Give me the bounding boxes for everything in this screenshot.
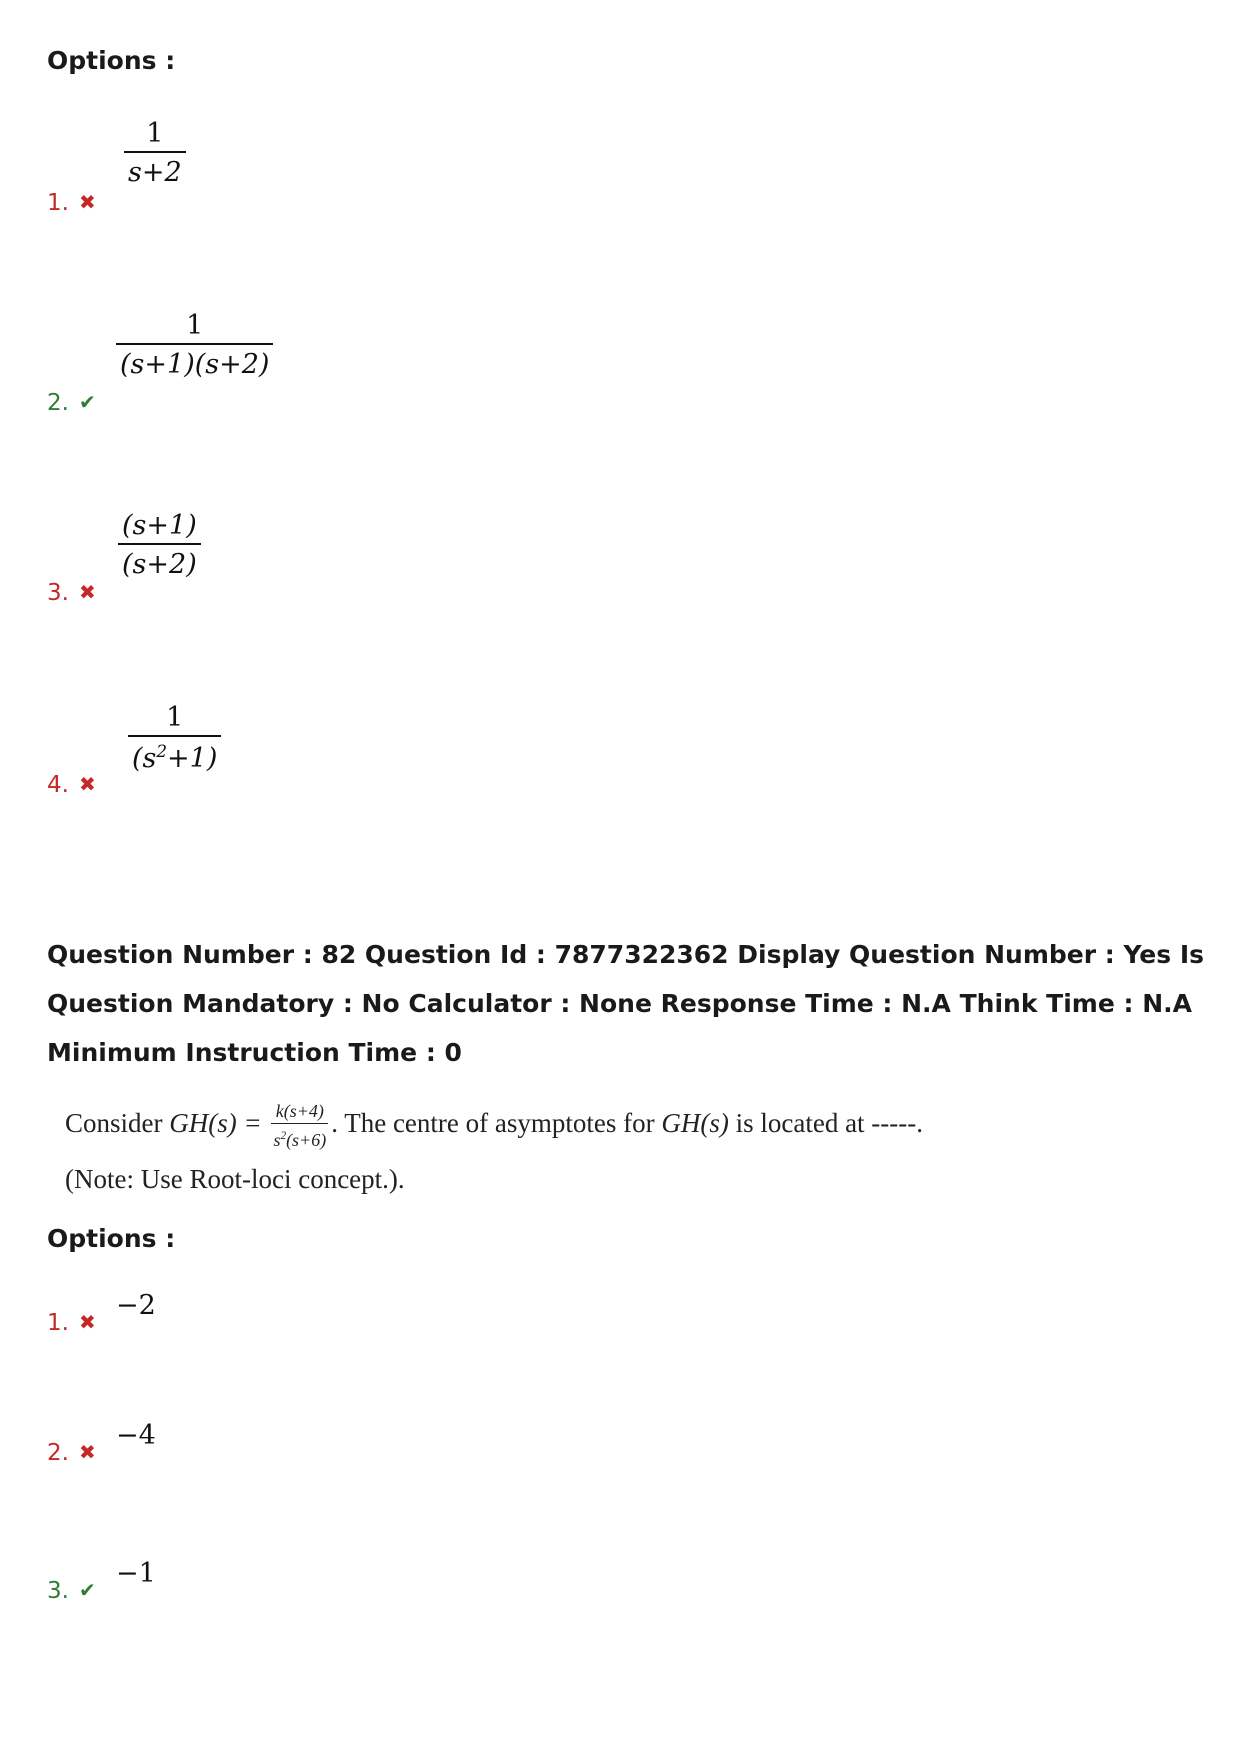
option-4-formula: $\frac{1}{(s^2+1)}$ <box>128 702 221 774</box>
question-meta: Question Number : 82 Question Id : 7877322362 Display Question Number : Yes Is Question Mandatory : No Calculator : None Response Time : N.A Think Time : N.A Minimum Instruction Time : 0 <box>47 940 1205 1067</box>
option-2[interactable] <box>47 390 96 416</box>
cross-icon: ✖ <box>78 190 96 214</box>
cross-icon: ✖ <box>78 580 96 604</box>
check-icon: ✔ <box>78 390 96 414</box>
option-1-formula: $\frac{1}{s+2}$ <box>124 118 186 188</box>
option-4[interactable] <box>47 772 96 798</box>
option-1[interactable] <box>47 1310 96 1336</box>
option-3-formula: $\frac{(s+1)}{(s+2)}$ <box>118 510 201 580</box>
options-heading: Options : <box>47 1224 176 1253</box>
option-1[interactable] <box>47 190 96 216</box>
option-number: 3. <box>47 1578 69 1604</box>
check-icon: ✔ <box>78 1578 96 1602</box>
option-1-value: −2 <box>116 1290 156 1321</box>
option-2-value: −4 <box>116 1420 156 1451</box>
option-number: 1. <box>47 1310 69 1336</box>
option-3[interactable] <box>47 1578 96 1604</box>
option-number: 3. <box>47 580 69 606</box>
cross-icon: ✖ <box>78 772 96 796</box>
option-number: 2. <box>47 1440 69 1466</box>
cross-icon: ✖ <box>78 1440 96 1464</box>
option-3[interactable] <box>47 580 96 606</box>
option-2-formula: $\frac{1}{(s+1)(s+2)}$ <box>116 310 273 380</box>
question-note: (Note: Use Root-loci concept.). <box>65 1164 405 1195</box>
question-text <box>65 1095 1165 1207</box>
transfer-function: $\frac{k(s+4)}{s^2(s+6)}$ <box>273 1101 327 1151</box>
cross-icon: ✖ <box>78 1310 96 1334</box>
question-statement: Consider GH(s) = $\frac{k(s+4)}{s^2(s+6)}$ . The centre of asymptotes for GH(s) is located at -----. <box>65 1101 924 1151</box>
option-2[interactable] <box>47 1440 96 1466</box>
option-number: 4. <box>47 772 69 798</box>
option-3-value: −1 <box>116 1558 156 1589</box>
option-number: 1. <box>47 190 69 216</box>
option-number: 2. <box>47 390 69 416</box>
options-heading: Options : <box>47 46 176 75</box>
